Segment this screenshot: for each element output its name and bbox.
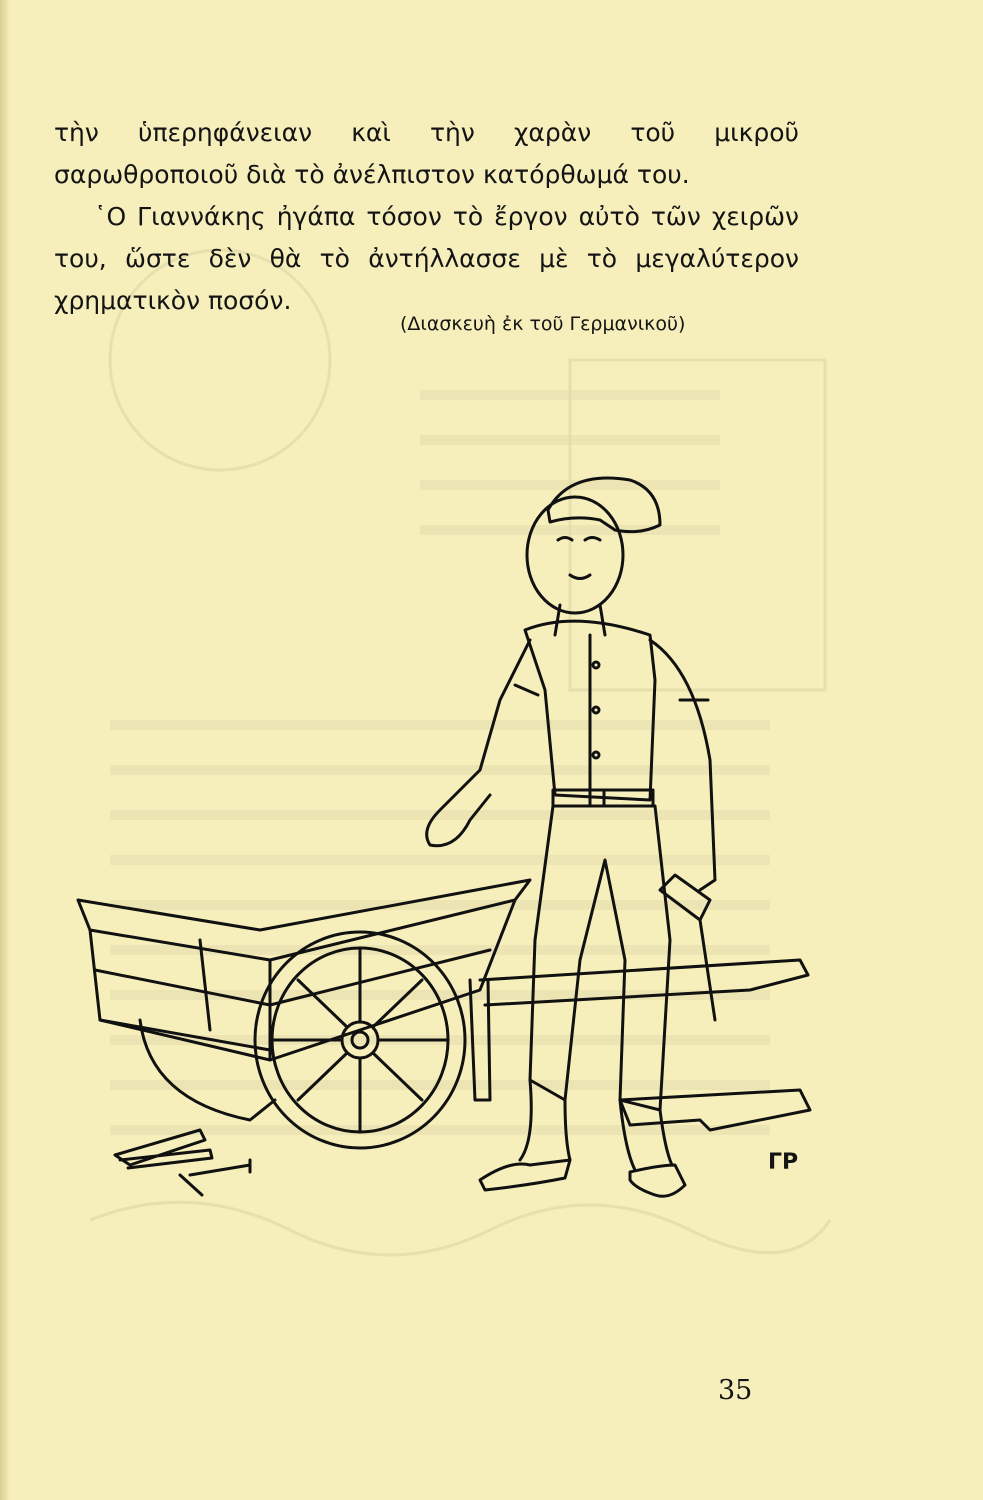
- page-number: 35: [718, 1375, 753, 1406]
- cart-wheel: [255, 932, 465, 1148]
- paragraph-1: τὴν ὑπερηφάνειαν καὶ τὴν χαρὰν τοῦ μικροῦ σαρωθροποιοῦ διὰ τὸ ἀνέλπιστον κατόρθωμά του.: [54, 118, 799, 189]
- boy-with-cart-illustration: [60, 460, 840, 1220]
- cap: [548, 478, 660, 532]
- paragraph-2: ῾Ο Γιαννάκης ἠγάπα τόσον τὸ ἔργον αὐτὸ τῶν χειρῶν του, ὥστε δὲν θὰ τὸ ἀντήλλασσε μὲ τὸ μεγαλύτερον χρηματικὸν ποσόν.: [54, 202, 799, 315]
- body-text: [54, 112, 799, 322]
- nail: [190, 1160, 250, 1175]
- right-shoe: [630, 1165, 685, 1196]
- boy-figure: [427, 478, 715, 1196]
- left-shoe: [480, 1160, 570, 1190]
- illustrator-initials: ΓΡ: [768, 1150, 799, 1175]
- pliers: [115, 1130, 212, 1168]
- source-note: (Διασκευὴ ἐκ τοῦ Γερμανικοῦ): [400, 313, 686, 335]
- page-edge: [0, 0, 10, 1500]
- wooden-plank: [620, 1090, 810, 1130]
- cart-handle: [480, 960, 808, 1005]
